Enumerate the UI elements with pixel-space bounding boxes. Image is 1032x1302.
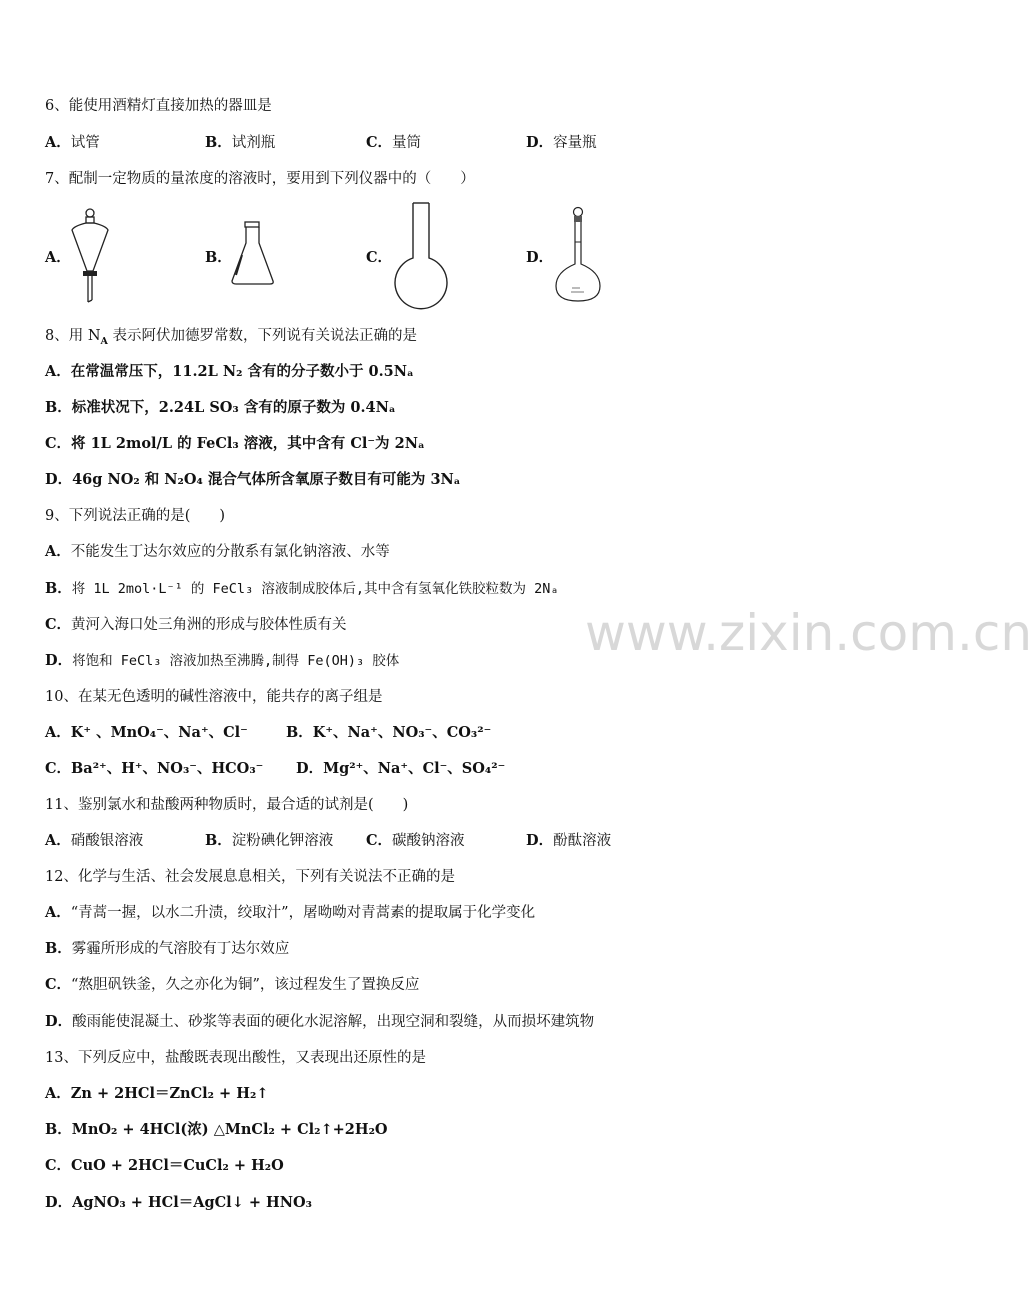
q10-option-a: A．K⁺ 、MnO₄⁻、Na⁺、Cl⁻ <box>45 724 248 741</box>
q8-option-d: D．46g NO₂ 和 N₂O₄ 混合气体所含氧原子数目有可能为 3Nₐ <box>45 471 461 488</box>
q11-option-a: A．硝酸银溶液 <box>45 832 144 849</box>
q11-option-d: D．酚酞溶液 <box>526 832 612 849</box>
question-12-stem: 12、化学与生活、社会发展息息相关，下列有关说法不正确的是 <box>45 869 455 885</box>
q7-option-d: D． <box>526 249 554 266</box>
question-7-stem: 7、配制一定物质的量浓度的溶液时，要用到下列仪器中的（ ） <box>45 171 475 187</box>
q10-option-b: B．K⁺、Na⁺、NO₃⁻、CO₃²⁻ <box>286 724 492 741</box>
q6-option-c: C．量筒 <box>366 134 422 151</box>
question-13-stem: 13、下列反应中，盐酸既表现出酸性，又表现出还原性的是 <box>45 1050 426 1066</box>
conical-flask-icon <box>230 221 276 287</box>
question-9-stem: 9、下列说法正确的是( ) <box>45 508 226 524</box>
question-6-stem: 6、能使用酒精灯直接加热的器皿是 <box>45 98 272 114</box>
q12-option-b: B．雾霾所形成的气溶胶有丁达尔效应 <box>45 940 290 957</box>
q7-option-b: B． <box>205 249 232 266</box>
q12-option-c: C．“熬胆矾铁釜，久之亦化为铜”，该过程发生了置换反应 <box>45 976 420 993</box>
q9-option-b: B．将 1L 2mol·L⁻¹ 的 FeCl₃ 溶液制成胶体后,其中含有氢氧化铁胶粒数为 2Nₐ <box>45 580 559 597</box>
q7-option-c: C． <box>366 249 393 266</box>
q12-option-d: D．酸雨能使混凝土、砂浆等表面的硬化水泥溶解，出现空洞和裂缝，从而损坏建筑物 <box>45 1013 595 1030</box>
separatory-funnel-icon <box>68 208 112 308</box>
round-bottom-flask-icon <box>393 202 449 314</box>
q6-option-a: A．试管 <box>45 134 100 151</box>
q10-option-d: D．Mg²⁺、Na⁺、Cl⁻、SO₄²⁻ <box>296 760 506 777</box>
watermark: www.zixin.com.cn <box>585 604 1032 662</box>
q11-option-c: C．碳酸钠溶液 <box>366 832 465 849</box>
q13-option-b: B．MnO₂ + 4HCl(浓) △MnCl₂ + Cl₂↑+2H₂O <box>45 1121 388 1138</box>
q13-option-c: C．CuO + 2HCl＝CuCl₂ + H₂O <box>45 1157 284 1174</box>
q6-option-d: D．容量瓶 <box>526 134 597 151</box>
q11-option-b: B．淀粉碘化钾溶液 <box>205 832 334 849</box>
question-10-stem: 10、在某无色透明的碱性溶液中，能共存的离子组是 <box>45 689 383 705</box>
q8-option-b: B．标准状况下，2.24L SO₃ 含有的原子数为 0.4Nₐ <box>45 399 396 416</box>
q8-option-a: A．在常温常压下，11.2L N₂ 含有的分子数小于 0.5Nₐ <box>45 363 414 380</box>
q9-option-d: D．将饱和 FeCl₃ 溶液加热至沸腾,制得 Fe(OH)₃ 胶体 <box>45 652 400 669</box>
q12-option-a: A．“青蒿一握，以水二升渍，绞取汁”，屠呦呦对青蒿素的提取属于化学变化 <box>45 904 536 921</box>
question-11-stem: 11、鉴别氯水和盐酸两种物质时，最合适的试剂是( ) <box>45 797 409 813</box>
q7-option-a: A． <box>45 249 71 266</box>
question-8-stem: 8、用 $N_A$ 表示阿伏加德罗常数，下列说有关说法正确的是 <box>45 328 418 347</box>
q13-option-d: D．AgNO₃ + HCl＝AgCl↓ + HNO₃ <box>45 1194 312 1211</box>
q8-option-c: C．将 1L 2mol/L 的 FeCl₃ 溶液，其中含有 Cl⁻为 2Nₐ <box>45 435 425 452</box>
q9-option-a: A．不能发生丁达尔效应的分散系有氯化钠溶液、水等 <box>45 543 390 560</box>
q6-option-b: B．试剂瓶 <box>205 134 276 151</box>
q9-option-c: C．黄河入海口处三角洲的形成与胶体性质有关 <box>45 616 347 633</box>
q13-option-a: A．Zn + 2HCl＝ZnCl₂ + H₂↑ <box>45 1085 269 1102</box>
volumetric-flask-icon <box>553 206 603 306</box>
q10-option-c: C．Ba²⁺、H⁺、NO₃⁻、HCO₃⁻ <box>45 760 264 777</box>
